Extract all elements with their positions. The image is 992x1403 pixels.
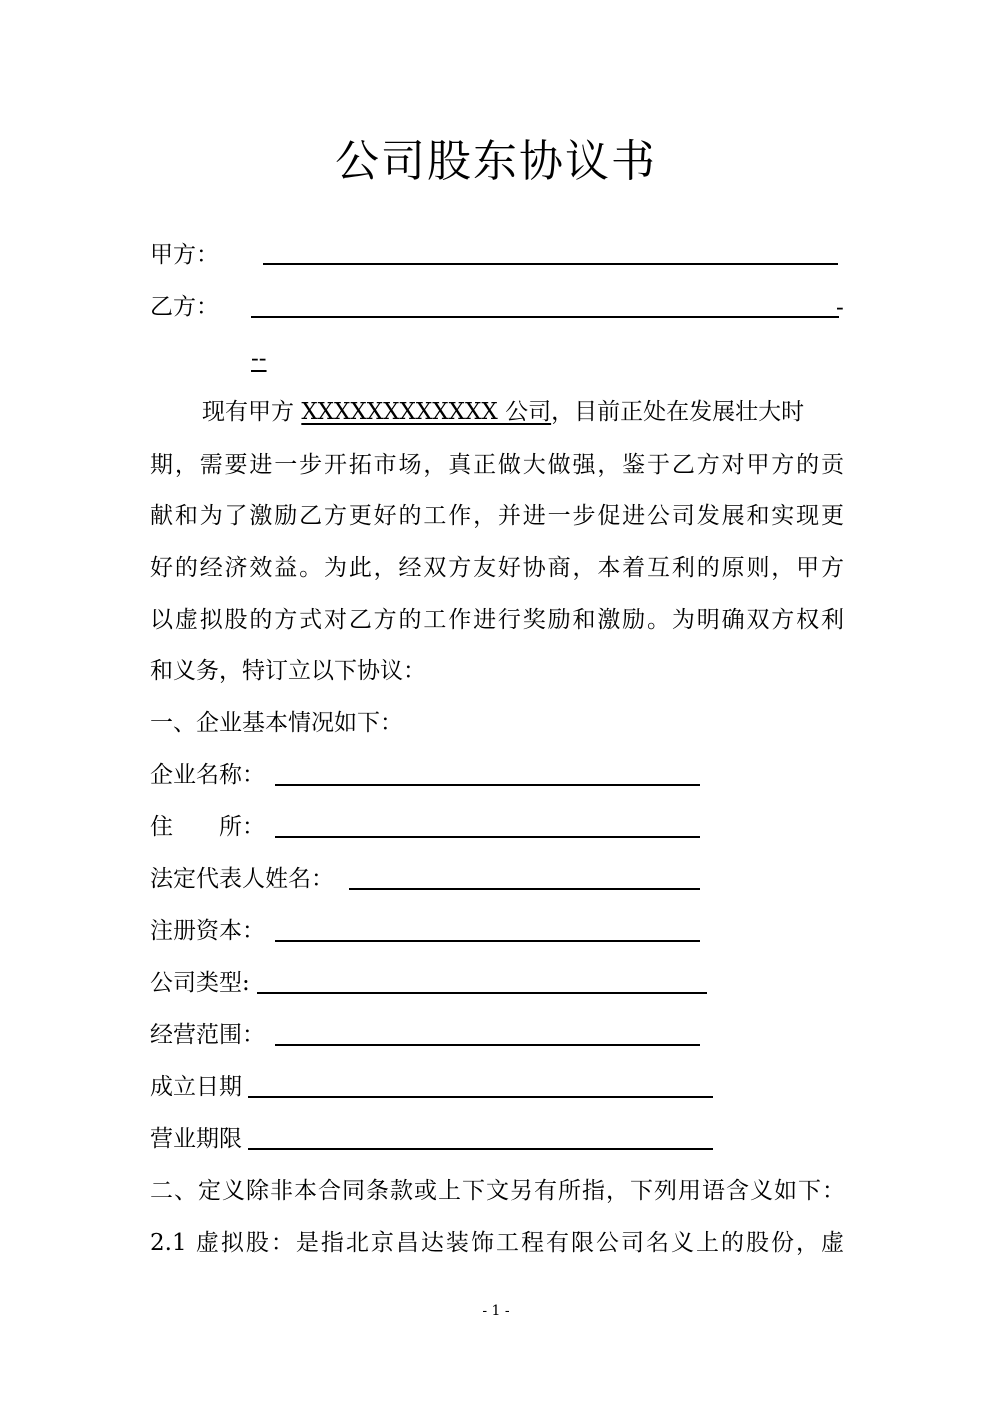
field-business-term <box>150 1124 242 1154</box>
field-company-type <box>150 968 250 998</box>
clause-2-1: 2.1 虚拟股：是指北京昌达装饰工程有限公司名义上的股份，虚 <box>150 1230 844 1256</box>
field-legal-rep-underline <box>349 888 700 890</box>
document-title: 公司股东协议书 <box>335 136 657 187</box>
field-address <box>150 812 265 842</box>
field-business-scope <box>150 1020 265 1050</box>
field-business-term-underline <box>248 1148 713 1150</box>
intro-line-4: 好的经济效益。为此，经双方友好协商，本着互利的原则，甲方 <box>150 555 844 581</box>
party-a-label: 甲方： <box>150 242 219 268</box>
intro-line-2: 期，需要进一步开拓市场，真正做大做强，鉴于乙方对甲方的贡 <box>150 452 844 478</box>
section-2-heading: 二、定义除非本合同条款或上下文另有所指，下列用语含义如下： <box>150 1178 844 1204</box>
field-registered-capital-underline <box>275 940 700 942</box>
field-registered-capital <box>150 916 265 946</box>
field-legal-rep-label: 法定代表人姓名： <box>150 866 334 892</box>
field-company-type-label: 公司类型: <box>150 970 250 996</box>
field-company-name <box>150 760 265 790</box>
field-established-date-label: 成立日期 <box>150 1074 242 1100</box>
intro-prefix: 现有甲方 <box>202 399 294 425</box>
intro-suffix: ，目前正处在发展壮大时 <box>551 399 805 425</box>
intro-line-1 <box>202 397 804 427</box>
intro-line-6: 和义务，特订立以下协议： <box>150 658 426 684</box>
field-company-name-underline <box>275 784 700 786</box>
field-established-date <box>150 1072 242 1102</box>
company-placeholder: XXXXXXXXXXXX 公司 <box>301 399 552 425</box>
field-legal-rep <box>150 864 334 894</box>
section-1-heading: 一、企业基本情况如下： <box>150 710 403 736</box>
field-registered-capital-label: 注册资本： <box>150 918 265 944</box>
party-b-continuation: -- <box>251 346 267 372</box>
page-number: - 1 - <box>482 1303 510 1319</box>
intro-line-5: 以虚拟股的方式对乙方的工作进行奖励和激励。为明确双方权利 <box>150 607 844 633</box>
intro-line-3: 献和为了激励乙方更好的工作，并进一步促进公司发展和实现更 <box>150 503 844 529</box>
field-business-scope-underline <box>275 1044 700 1046</box>
field-established-date-underline <box>248 1096 713 1098</box>
field-business-term-label: 营业期限 <box>150 1126 242 1152</box>
field-address-underline <box>275 836 700 838</box>
party-b-row <box>150 292 219 322</box>
party-b-underline <box>251 316 839 318</box>
field-address-label: 住 所： <box>150 814 265 840</box>
party-b-label: 乙方： <box>150 294 219 320</box>
party-b-trailing-dash: - <box>836 295 844 321</box>
party-a-underline <box>263 263 838 265</box>
field-business-scope-label: 经营范围： <box>150 1022 265 1048</box>
party-a-row <box>150 240 219 270</box>
field-company-name-label: 企业名称： <box>150 762 265 788</box>
field-company-type-underline <box>257 992 707 994</box>
